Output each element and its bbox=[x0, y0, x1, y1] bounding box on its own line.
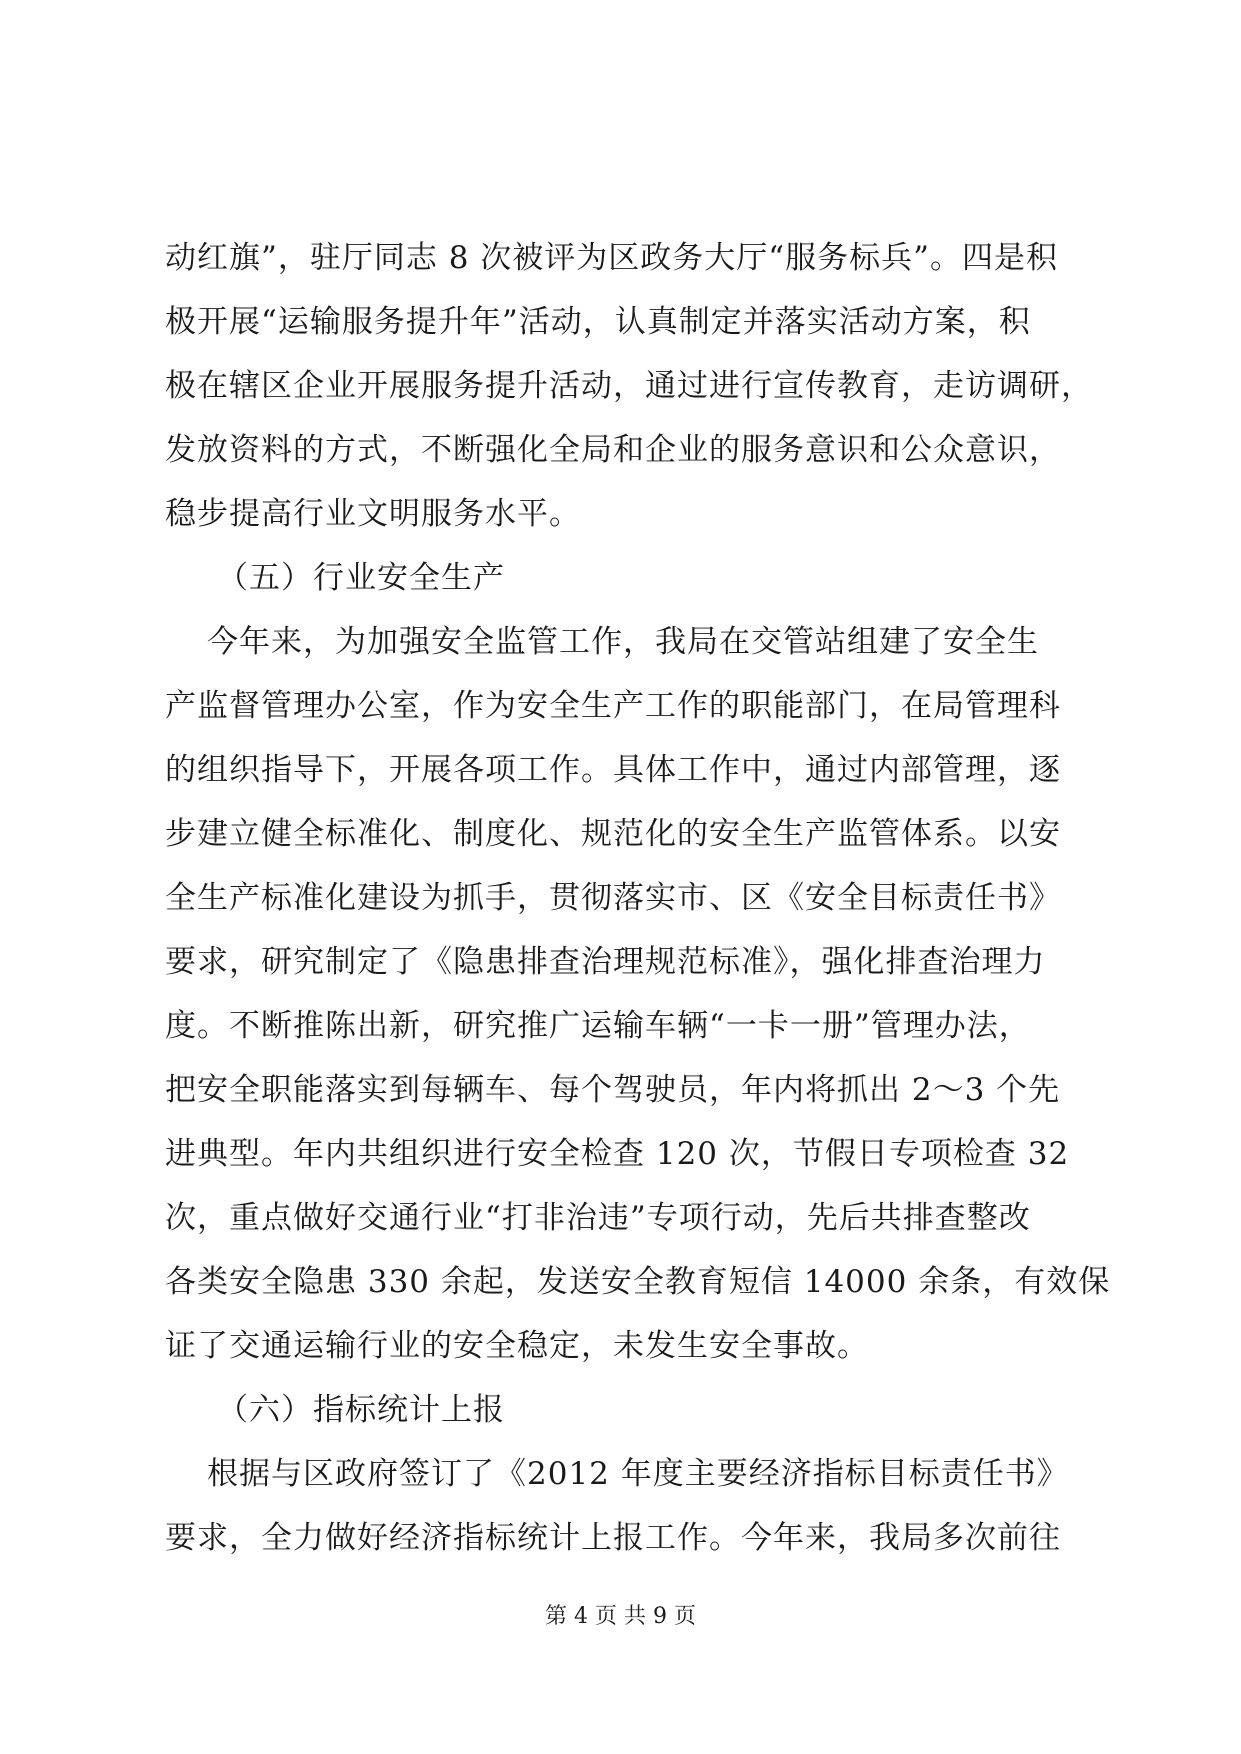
body-line: 产监督管理办公室，作为安全生产工作的职能部门，在局管理科 bbox=[165, 688, 1061, 724]
body-line: 度。不断推陈出新，研究推广运输车辆“一卡一册”管理办法， bbox=[165, 1008, 1031, 1044]
body-line: 全生产标准化建设为抓手，贯彻落实市、区《安全目标责任书》 bbox=[165, 880, 1061, 916]
document-body bbox=[165, 226, 1111, 1570]
body-line: 极开展“运输服务提升年”活动，认真制定并落实活动方案，积 bbox=[165, 304, 1031, 340]
body-line: 把安全职能落实到每辆车、每个驾驶员，年内将抓出 2～3 个先 bbox=[165, 1072, 1061, 1108]
body-line: 步建立健全标准化、制度化、规范化的安全生产监管体系。以安 bbox=[165, 816, 1061, 852]
body-line: 发放资料的方式，不断强化全局和企业的服务意识和公众意识， bbox=[165, 432, 1061, 468]
body-line: 根据与区政府签订了《2012 年度主要经济指标目标责任书》 bbox=[207, 1456, 1069, 1492]
body-line: 的组织指导下，开展各项工作。具体工作中，通过内部管理，逐 bbox=[165, 752, 1061, 788]
body-line: 今年来，为加强安全监管工作，我局在交管站组建了安全生 bbox=[207, 624, 1039, 660]
section-heading: （五）行业安全生产 bbox=[217, 560, 505, 596]
body-line: 动红旗”，驻厅同志 8 次被评为区政务大厅“服务标兵”。四是积 bbox=[165, 240, 1058, 276]
body-line: 进典型。年内共组织进行安全检查 120 次，节假日专项检查 32 bbox=[165, 1136, 1070, 1172]
body-line: 要求，研究制定了《隐患排查治理规范标准》，强化排查治理力 bbox=[165, 944, 1046, 980]
page-footer bbox=[0, 1602, 1241, 1632]
body-line: 稳步提高行业文明服务水平。 bbox=[165, 496, 581, 532]
body-line: 极在辖区企业开展服务提升活动，通过进行宣传教育，走访调研， bbox=[165, 368, 1093, 404]
body-line: 各类安全隐患 330 余起，发送安全教育短信 14000 余条，有效保 bbox=[165, 1264, 1111, 1300]
page-number-label: 第 4 页 共 9 页 bbox=[545, 1604, 696, 1629]
section-heading: （六）指标统计上报 bbox=[217, 1392, 505, 1428]
body-line: 次，重点做好交通行业“打非治违”专项行动，先后共排查整改 bbox=[165, 1200, 1031, 1236]
body-line: 要求，全力做好经济指标统计上报工作。今年来，我局多次前往 bbox=[165, 1520, 1061, 1556]
body-line: 证了交通运输行业的安全稳定，未发生安全事故。 bbox=[165, 1328, 869, 1364]
